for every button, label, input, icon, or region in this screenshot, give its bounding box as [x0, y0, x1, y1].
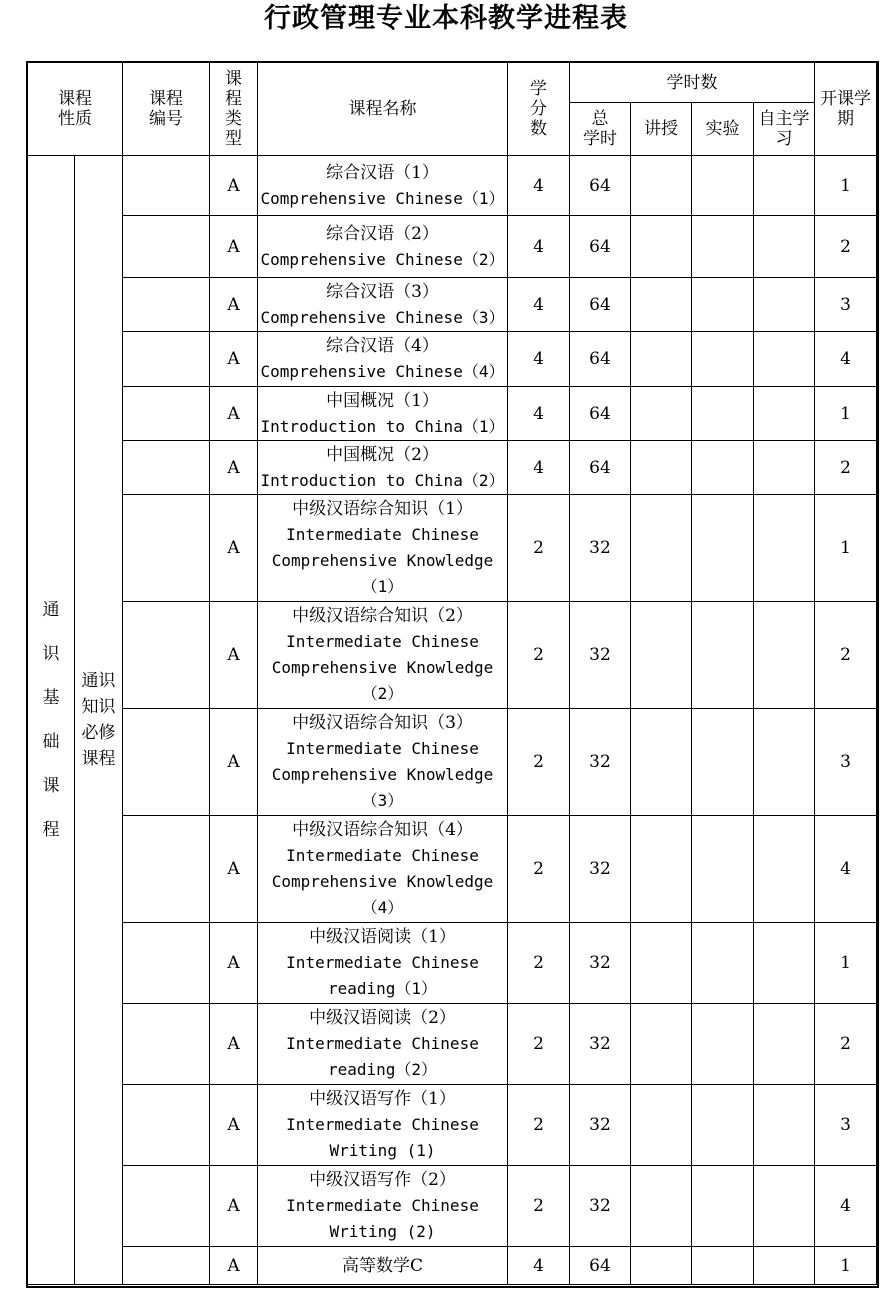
course-name-cell	[258, 387, 508, 441]
table-row	[28, 1166, 877, 1247]
credit-cell: 2	[508, 1166, 570, 1247]
credit-cell: 4	[508, 1247, 570, 1285]
header-total-hours: 总 学时	[570, 103, 631, 156]
self-study-cell	[754, 278, 815, 332]
table-row	[28, 923, 877, 1004]
course-name-en: Comprehensive Chinese（2）	[260, 249, 505, 269]
total-hours-cell: 64	[570, 278, 631, 332]
semester-cell: 2	[815, 441, 877, 495]
course-name-cn: 综合汉语（1）	[326, 162, 439, 183]
header-nature: 课程 性质	[28, 63, 123, 156]
total-hours-cell: 32	[570, 709, 631, 816]
lecture-cell	[631, 602, 692, 709]
credit-cell: 4	[508, 441, 570, 495]
course-name-en: Comprehensive Chinese（1）	[260, 188, 505, 208]
credit-cell: 4	[508, 156, 570, 216]
table-row	[28, 1247, 877, 1285]
lab-cell	[692, 923, 754, 1004]
semester-cell: 3	[815, 709, 877, 816]
header-semester: 开课学 期	[815, 63, 877, 156]
course-code-cell	[123, 923, 210, 1004]
lab-cell	[692, 278, 754, 332]
table-row	[28, 1004, 877, 1085]
semester-cell: 1	[815, 156, 877, 216]
course-name-cell	[258, 1166, 508, 1247]
lab-cell	[692, 332, 754, 387]
semester-cell: 2	[815, 1004, 877, 1085]
self-study-cell	[754, 923, 815, 1004]
course-name-en: Comprehensive Chinese（4）	[260, 362, 505, 381]
course-name-en: Intermediate Chinese	[286, 525, 479, 544]
table-row	[28, 1085, 877, 1166]
course-type-cell: A	[210, 156, 258, 216]
lecture-cell	[631, 923, 692, 1004]
total-hours-cell: 32	[570, 1085, 631, 1166]
course-name-cn: 高等数学C	[341, 1255, 423, 1276]
course-name-cn: 中级汉语综合知识（2）	[292, 606, 473, 626]
header-hours: 学时数	[570, 63, 815, 103]
course-code-cell	[123, 602, 210, 709]
course-name-cn: 中级汉语写作（2）	[309, 1170, 456, 1190]
course-code-cell	[123, 495, 210, 602]
table-row	[28, 816, 877, 923]
total-hours-cell: 32	[570, 1004, 631, 1085]
lecture-cell	[631, 495, 692, 602]
semester-cell: 3	[815, 1085, 877, 1166]
course-type-cell: A	[210, 441, 258, 495]
table-row	[28, 387, 877, 441]
course-type-cell: A	[210, 332, 258, 387]
course-type-cell: A	[210, 278, 258, 332]
course-name-en: Comprehensive Knowledge	[271, 551, 494, 570]
course-code-cell	[123, 387, 210, 441]
course-type-cell: A	[210, 495, 258, 602]
course-name-cell	[258, 495, 508, 602]
semester-cell: 3	[815, 278, 877, 332]
self-study-cell	[754, 441, 815, 495]
category-cell: 通 识 基 础 课 程	[28, 156, 75, 1285]
credit-cell: 4	[508, 278, 570, 332]
self-study-cell	[754, 332, 815, 387]
course-type-cell: A	[210, 1085, 258, 1166]
course-name-en: Intermediate Chinese	[286, 1034, 479, 1053]
header-self-study: 自主学 习	[754, 103, 815, 156]
credit-cell: 2	[508, 923, 570, 1004]
total-hours-cell: 64	[570, 156, 631, 216]
course-type-cell: A	[210, 216, 258, 278]
subcategory-cell: 通识 知识 必修 课程	[75, 156, 123, 1285]
total-hours-cell: 64	[570, 216, 631, 278]
lab-cell	[692, 1166, 754, 1247]
lab-cell	[692, 1247, 754, 1285]
page-title: 行政管理专业本科教学进程表	[264, 3, 628, 34]
total-hours-cell: 32	[570, 602, 631, 709]
total-hours-cell: 64	[570, 1247, 631, 1285]
lab-cell	[692, 216, 754, 278]
lecture-cell	[631, 1085, 692, 1166]
course-name-cell	[258, 156, 508, 216]
course-name-cell	[258, 278, 508, 332]
course-name-en: Introduction to China（2）	[260, 470, 505, 490]
total-hours-cell: 32	[570, 816, 631, 923]
self-study-cell	[754, 387, 815, 441]
lab-cell	[692, 816, 754, 923]
course-name-cell	[258, 441, 508, 495]
lab-cell	[692, 1085, 754, 1166]
course-name-cn: 中级汉语综合知识（1）	[292, 499, 473, 519]
course-code-cell	[123, 332, 210, 387]
header-type: 课 程 类 型	[210, 63, 258, 156]
course-name-cell	[258, 1004, 508, 1085]
lecture-cell	[631, 216, 692, 278]
course-name-en: Comprehensive Chinese（3）	[260, 307, 505, 327]
lab-cell	[692, 441, 754, 495]
course-name-cn: 中级汉语阅读（1）	[309, 927, 456, 947]
lecture-cell	[631, 278, 692, 332]
course-type-cell: A	[210, 709, 258, 816]
course-name-cell	[258, 923, 508, 1004]
course-name-cn: 中国概况（1）	[326, 390, 439, 411]
course-code-cell	[123, 278, 210, 332]
course-name-cn: 综合汉语（3）	[326, 281, 439, 302]
course-code-cell	[123, 1004, 210, 1085]
course-name-cell	[258, 709, 508, 816]
course-code-cell	[123, 1166, 210, 1247]
lecture-cell	[631, 709, 692, 816]
semester-cell: 1	[815, 923, 877, 1004]
self-study-cell	[754, 1247, 815, 1285]
header-name: 课程名称	[258, 63, 508, 156]
self-study-cell	[754, 709, 815, 816]
table-row	[28, 332, 877, 387]
table-row	[28, 602, 877, 709]
course-type-cell: A	[210, 1247, 258, 1285]
course-name-en: Intermediate Chinese	[286, 739, 479, 758]
course-code-cell	[123, 1085, 210, 1166]
table-row	[28, 709, 877, 816]
course-name-en: Writing (1)	[329, 1141, 436, 1160]
header-row	[28, 63, 877, 103]
table-row	[28, 441, 877, 495]
semester-cell: 4	[815, 816, 877, 923]
self-study-cell	[754, 602, 815, 709]
header-code: 课程 编号	[123, 63, 210, 156]
total-hours-cell: 64	[570, 441, 631, 495]
lecture-cell	[631, 441, 692, 495]
semester-cell: 4	[815, 332, 877, 387]
course-name-en: （3）	[361, 791, 404, 810]
course-name-en: Introduction to China（1）	[260, 416, 505, 436]
lecture-cell	[631, 156, 692, 216]
credit-cell: 2	[508, 816, 570, 923]
header-credit: 学 分 数	[508, 63, 570, 156]
semester-cell: 2	[815, 216, 877, 278]
course-code-cell	[123, 709, 210, 816]
table-row	[28, 278, 877, 332]
course-name-en: Intermediate Chinese	[286, 953, 479, 972]
self-study-cell	[754, 1085, 815, 1166]
semester-cell: 2	[815, 602, 877, 709]
course-name-cell	[258, 602, 508, 709]
course-name-en: reading（2）	[327, 1060, 438, 1079]
lab-cell	[692, 156, 754, 216]
lecture-cell	[631, 332, 692, 387]
course-name-en: （1）	[361, 577, 404, 596]
lab-cell	[692, 495, 754, 602]
course-code-cell	[123, 1247, 210, 1285]
course-name-cn: 中级汉语阅读（2）	[309, 1008, 456, 1028]
course-code-cell	[123, 441, 210, 495]
lecture-cell	[631, 387, 692, 441]
total-hours-cell: 64	[570, 387, 631, 441]
header-lecture: 讲授	[631, 103, 692, 156]
course-name-cell	[258, 1085, 508, 1166]
course-type-cell: A	[210, 1004, 258, 1085]
course-name-cn: 中级汉语写作（1）	[309, 1089, 456, 1109]
lab-cell	[692, 1004, 754, 1085]
credit-cell: 4	[508, 387, 570, 441]
total-hours-cell: 32	[570, 1166, 631, 1247]
course-name-en: Comprehensive Knowledge	[271, 872, 494, 891]
course-name-cell	[258, 816, 508, 923]
course-name-cn: 综合汉语（4）	[326, 336, 439, 356]
credit-cell: 2	[508, 709, 570, 816]
course-name-en: （4）	[361, 898, 404, 917]
course-name-en: reading（1）	[327, 979, 438, 998]
lab-cell	[692, 602, 754, 709]
self-study-cell	[754, 216, 815, 278]
credit-cell: 4	[508, 332, 570, 387]
self-study-cell	[754, 816, 815, 923]
self-study-cell	[754, 495, 815, 602]
course-type-cell: A	[210, 923, 258, 1004]
credit-cell: 2	[508, 1085, 570, 1166]
course-name-en: Comprehensive Knowledge	[271, 658, 494, 677]
course-type-cell: A	[210, 816, 258, 923]
course-name-cell	[258, 216, 508, 278]
course-name-en: Intermediate Chinese	[286, 632, 479, 651]
lecture-cell	[631, 1166, 692, 1247]
semester-cell: 1	[815, 1247, 877, 1285]
total-hours-cell: 32	[570, 923, 631, 1004]
course-name-en: Writing (2)	[329, 1222, 436, 1241]
course-name-cn: 中级汉语综合知识（4）	[292, 820, 473, 840]
course-code-cell	[123, 216, 210, 278]
table-row	[28, 216, 877, 278]
course-name-cell	[258, 332, 508, 387]
total-hours-cell: 64	[570, 332, 631, 387]
course-name-en: （2）	[361, 684, 404, 703]
credit-cell: 2	[508, 1004, 570, 1085]
credit-cell: 2	[508, 602, 570, 709]
table-row	[28, 156, 877, 216]
semester-cell: 4	[815, 1166, 877, 1247]
semester-cell: 1	[815, 495, 877, 602]
course-name-cn: 综合汉语（2）	[326, 223, 439, 244]
course-name-en: Comprehensive Knowledge	[271, 765, 494, 784]
course-code-cell	[123, 816, 210, 923]
course-name-cn: 中国概况（2）	[326, 444, 439, 465]
lab-cell	[692, 709, 754, 816]
course-name-cn: 中级汉语综合知识（3）	[292, 713, 473, 733]
course-type-cell: A	[210, 387, 258, 441]
table-row	[28, 495, 877, 602]
credit-cell: 4	[508, 216, 570, 278]
lecture-cell	[631, 1004, 692, 1085]
course-code-cell	[123, 156, 210, 216]
course-type-cell: A	[210, 1166, 258, 1247]
lecture-cell	[631, 1247, 692, 1285]
header-lab: 实验	[692, 103, 754, 156]
total-hours-cell: 32	[570, 495, 631, 602]
curriculum-table	[27, 62, 877, 1285]
self-study-cell	[754, 156, 815, 216]
course-type-cell: A	[210, 602, 258, 709]
course-name-en: Intermediate Chinese	[286, 846, 479, 865]
lab-cell	[692, 387, 754, 441]
semester-cell: 1	[815, 387, 877, 441]
lecture-cell	[631, 816, 692, 923]
course-name-cell	[258, 1247, 508, 1285]
credit-cell: 2	[508, 495, 570, 602]
course-name-en: Intermediate Chinese	[286, 1196, 479, 1215]
course-name-en: Intermediate Chinese	[286, 1115, 479, 1134]
self-study-cell	[754, 1166, 815, 1247]
self-study-cell	[754, 1004, 815, 1085]
